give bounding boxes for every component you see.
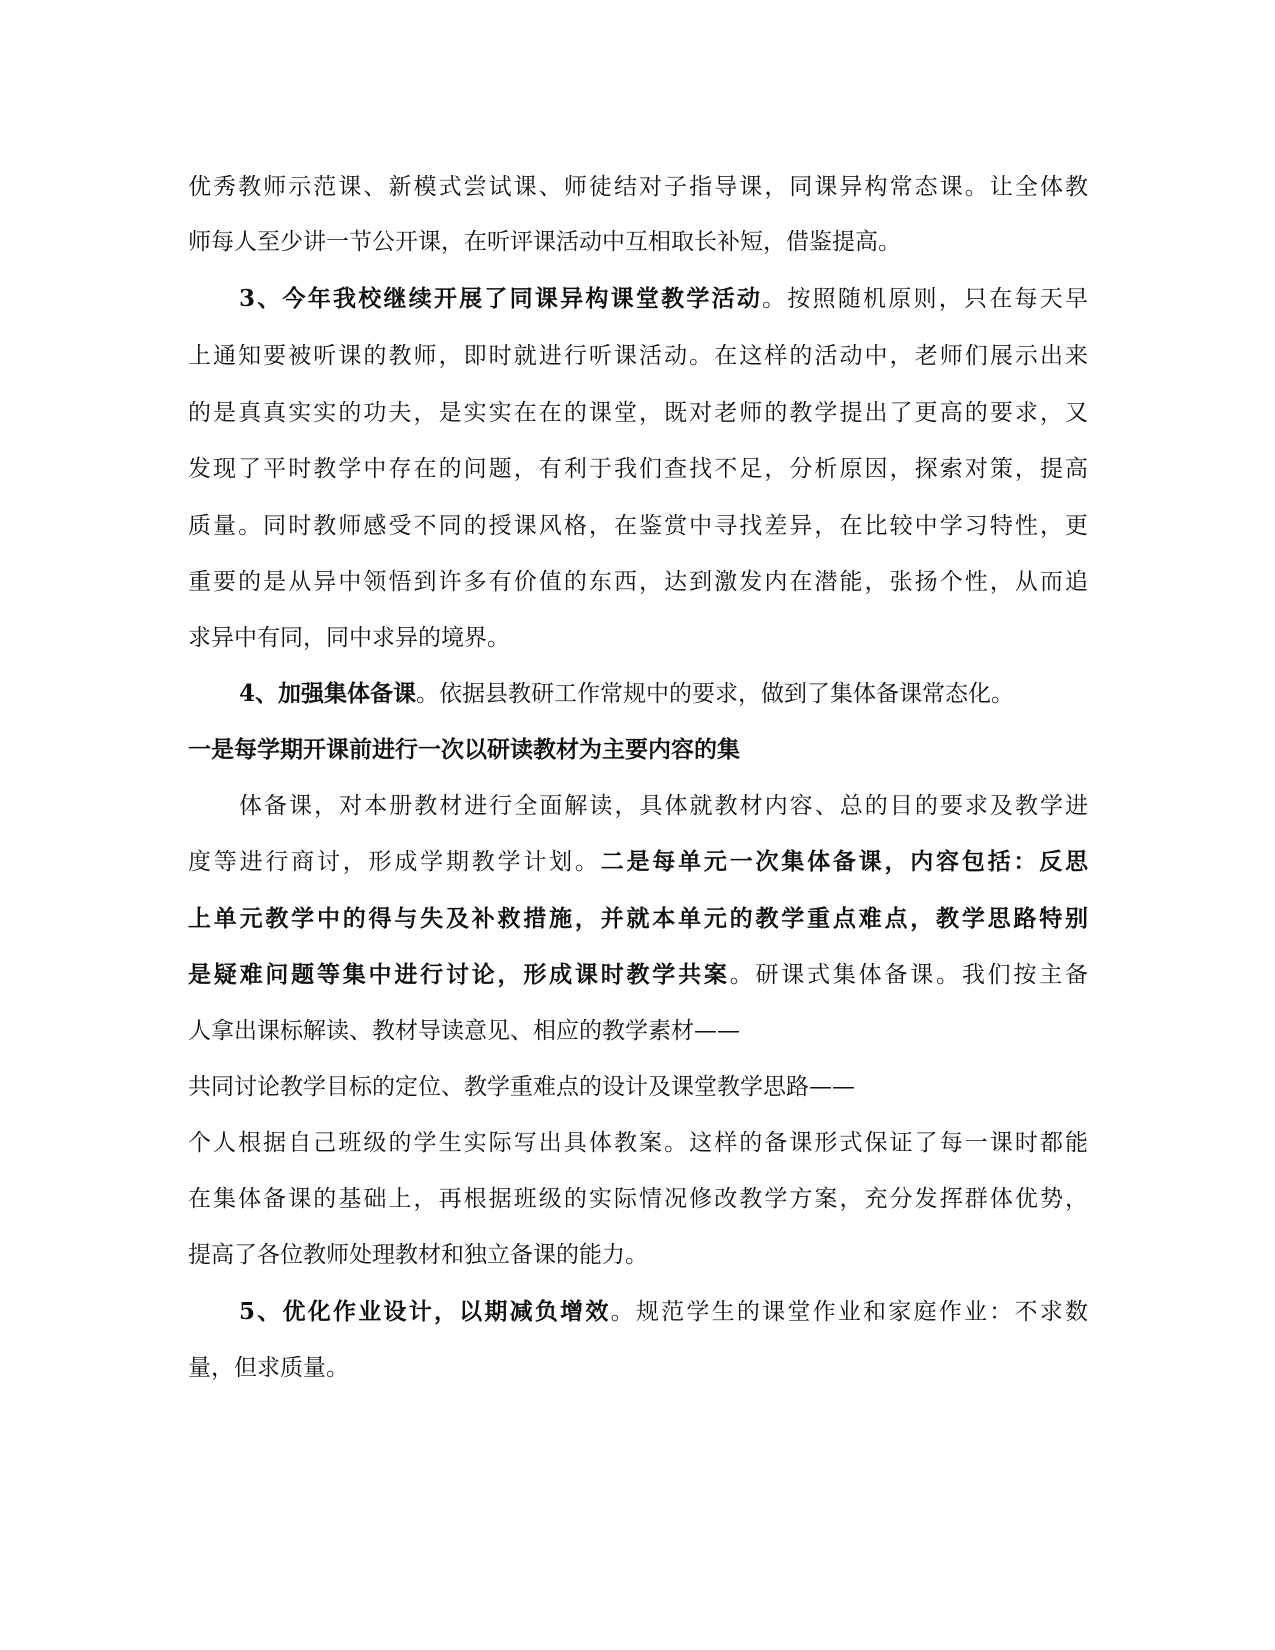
paragraph-line: 质量。同时教师感受不同的授课风格，在鉴赏中寻找差异，在比较中学习特性，更 [188, 513, 1088, 539]
bold-text: 是疑难问题等集中进行讨论，形成课时教学共案 [188, 961, 730, 988]
paragraph-line: 人拿出课标解读、教材导读意见、相应的教学素材—— [188, 1018, 740, 1044]
paragraph-line: 上通知要被听课的教师，即时就进行听课活动。在这样的活动中，老师们展示出来 [188, 343, 1088, 369]
normal-text: 。研课式集体备课。我们按主备 [729, 962, 1088, 988]
normal-text: 度等进行商讨，形成学期教学计划。 [188, 849, 601, 875]
paragraph-line: 优秀教师示范课、新模式尝试课、师徒结对子指导课，同课异构常态课。让全体教 [188, 174, 1088, 200]
bold-heading-text: 4、加强集体备课 [239, 680, 417, 707]
paragraph-line: 重要的是从异中领悟到许多有价值的东西，达到激发内在潜能，张扬个性，从而追 [188, 569, 1088, 595]
bold-heading-text: 5、优化作业设计，以期减负增效 [239, 1298, 611, 1325]
bold-heading-text: 3、今年我校继续开展了同课异构课堂教学活动 [239, 285, 763, 312]
paragraph-line: 个人根据自己班级的学生实际写出具体教案。这样的备课形式保证了每一课时都能 [188, 1130, 1088, 1156]
paragraph-line: 提高了各位教师处理教材和独立备课的能力。 [188, 1242, 648, 1268]
paragraph-line-mixed [188, 959, 1088, 991]
bold-text: 二是每单元一次集体备课，内容包括：反思 [600, 848, 1088, 875]
paragraph-line: 的是真真实实的功夫，是实实在在的课堂，既对老师的教学提出了更高的要求，又 [188, 400, 1088, 426]
paragraph-line: 发现了平时教学中存在的问题，有利于我们查找不足，分析原因，探索对策，提高 [188, 456, 1088, 482]
paragraph-line: 量，但求质量。 [188, 1355, 349, 1381]
paragraph-line: 师每人至少讲一节公开课，在听评课活动中互相取长补短，借鉴提高。 [188, 229, 901, 255]
heading-continuation-text: 。依据县教研工作常规中的要求，做到了集体备课常态化。 [416, 681, 1015, 707]
paragraph-line: 求异中有同，同中求异的境界。 [188, 625, 510, 651]
paragraph-line: 体备课，对本册教材进行全面解读，具体就教材内容、总的目的要求及教学进 [239, 793, 1088, 819]
section-heading-4 [239, 678, 1088, 710]
heading-continuation-text: 。按照随机原则，只在每天早 [762, 286, 1088, 312]
paragraph-line: 共同讨论教学目标的定位、教学重难点的设计及课堂教学思路—— [188, 1074, 855, 1100]
heading-continuation-text: 。规范学生的课堂作业和家庭作业：不求数 [610, 1299, 1088, 1325]
section-heading-3 [239, 283, 1088, 315]
paragraph-line: 在集体备课的基础上，再根据班级的实际情况修改教学方案，充分发挥群体优势， [188, 1186, 1088, 1212]
bold-paragraph-line: 一是每学期开课前进行一次以研读教材为主要内容的集 [188, 736, 740, 763]
section-heading-5 [239, 1296, 1088, 1328]
bold-paragraph-line: 上单元教学中的得与失及补救措施，并就本单元的教学重点难点，教学思路特别 [188, 905, 1088, 932]
paragraph-line-mixed [188, 846, 1088, 878]
